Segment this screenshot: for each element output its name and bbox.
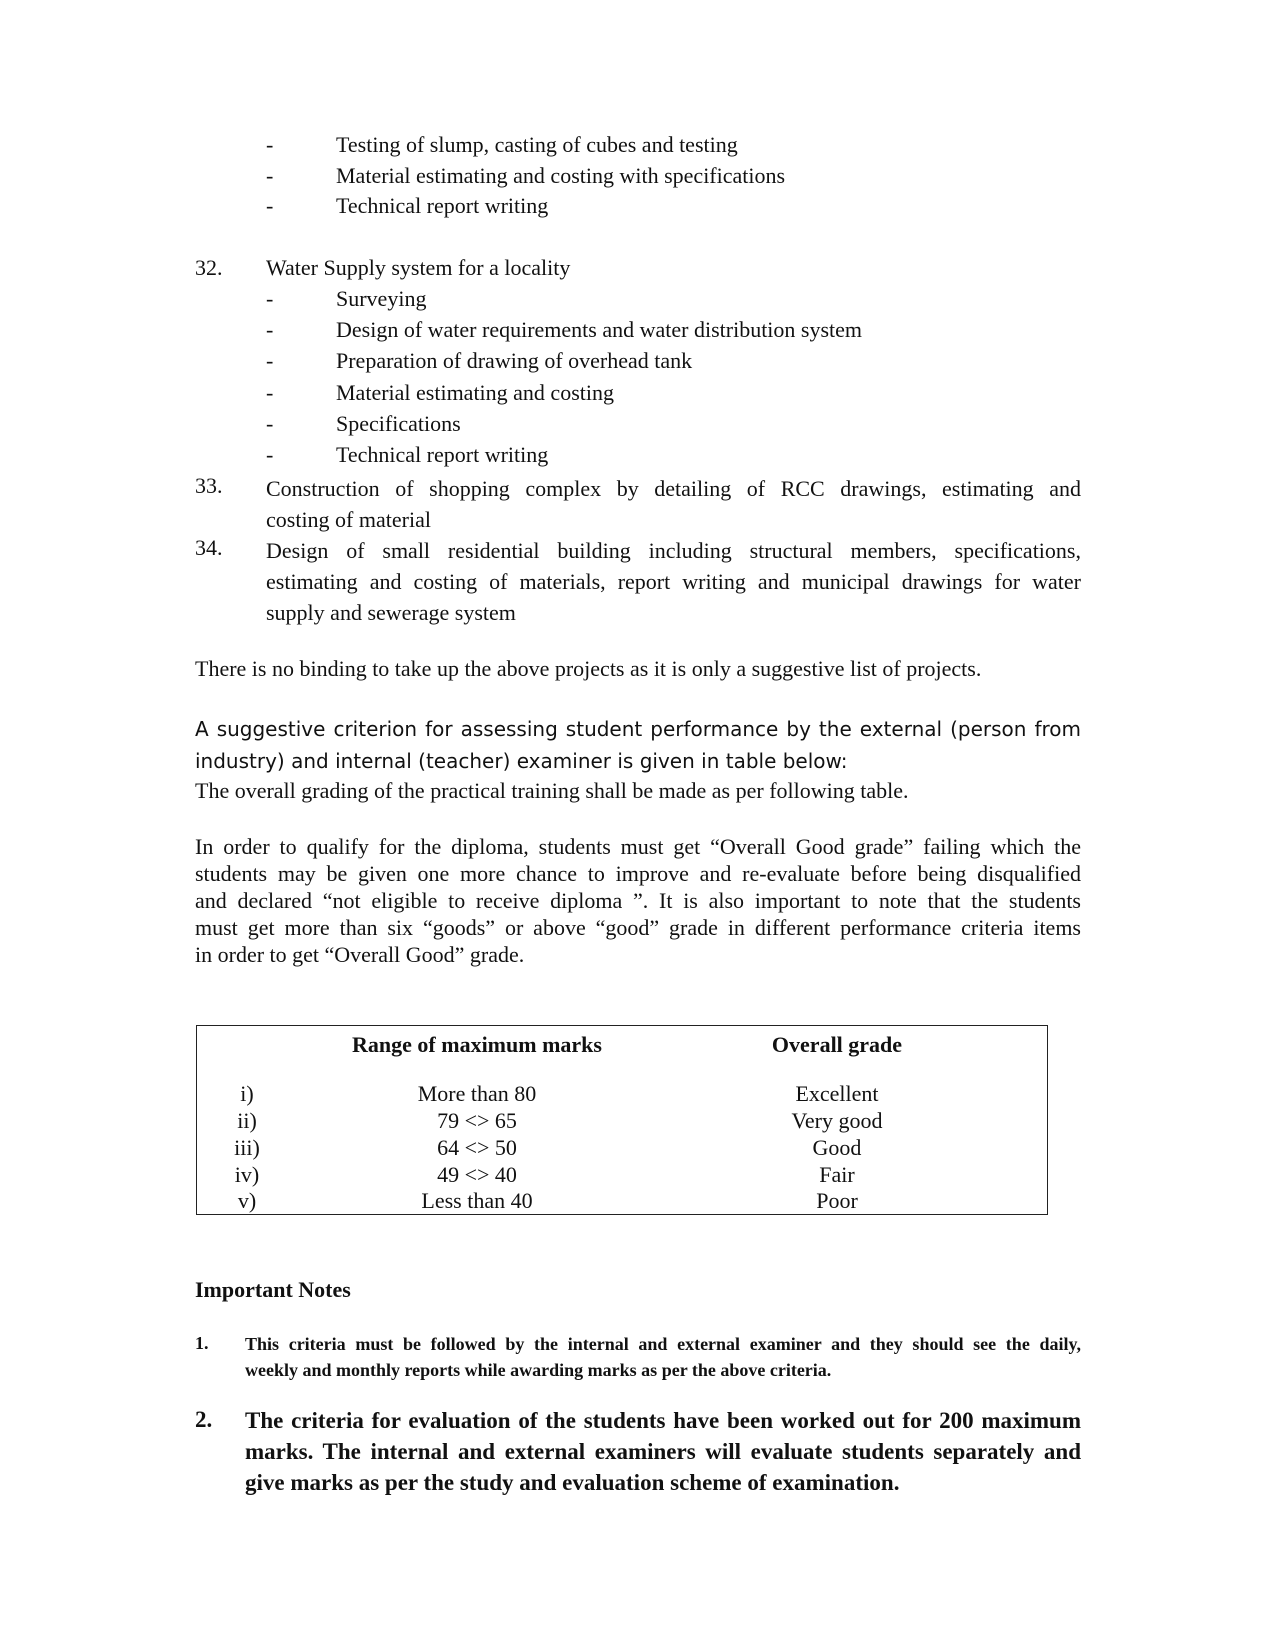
note-2-text: The criteria for evaluation of the students have been worked out for 200 maximum marks. The internal and external examiners will evaluate students separately and give marks as per the study and evaluation scheme of examination. — [245, 1408, 1081, 1495]
overall-grading-text: The overall grading of the practical training shall be made as per following table. — [195, 778, 909, 803]
bullet-dash: - — [266, 380, 274, 405]
row-grade: Excellent — [795, 1081, 879, 1106]
row-grade: Very good — [791, 1108, 883, 1133]
row-range: 49 <> 40 — [437, 1162, 517, 1187]
list-item: Surveying — [336, 286, 427, 311]
row-number: iv) — [234, 1162, 260, 1187]
row-number: iii) — [234, 1135, 260, 1160]
note-1-text: This criteria must be followed by the internal and external examiner and they should see the daily, weekly and monthly reports while awarding marks as per the above criteria. — [245, 1334, 1081, 1380]
row-range: 79 <> 65 — [437, 1108, 517, 1133]
row-grade: Fair — [819, 1162, 855, 1187]
item-title: Water Supply system for a locality — [266, 255, 571, 280]
list-item: Specifications — [336, 411, 461, 436]
row-range: 64 <> 50 — [437, 1135, 517, 1160]
list-item: Testing of slump, casting of cubes and testing — [336, 132, 738, 157]
bullet-dash: - — [266, 193, 274, 218]
row-number: v) — [237, 1188, 257, 1213]
bullet-dash: - — [266, 442, 274, 467]
criterion-paragraph: A suggestive criterion for assessing student performance by the external (person from industry) and internal (teacher) examiner is given in table below: — [195, 717, 1081, 773]
bullet-dash: - — [266, 132, 274, 157]
bullet-dash: - — [266, 317, 274, 342]
item-number: 34. — [195, 535, 223, 560]
bullet-dash: - — [266, 163, 274, 188]
row-range: More than 80 — [417, 1081, 537, 1106]
list-item: Preparation of drawing of overhead tank — [336, 348, 693, 373]
bullet-dash: - — [266, 348, 274, 373]
row-grade: Poor — [816, 1188, 858, 1213]
item-text: Design of small residential building including structural members, specifications, estimating and costing of materials, report writing and municipal drawings for water supply and sewerage system — [266, 538, 1081, 625]
header-range: Range of maximum marks — [352, 1032, 602, 1057]
item-number: 33. — [195, 473, 223, 498]
header-grade: Overall grade — [771, 1032, 903, 1057]
important-notes-heading: Important Notes — [195, 1277, 351, 1302]
list-item: Material estimating and costing with specifications — [336, 163, 786, 188]
item-text: Construction of shopping complex by detailing of RCC drawings, estimating and costing of material — [266, 476, 1081, 532]
list-item: Material estimating and costing — [336, 380, 614, 405]
list-item: Technical report writing — [336, 442, 549, 467]
note-number: 1. — [195, 1333, 209, 1353]
binding-note: There is no binding to take up the above projects as it is only a suggestive list of projects. — [195, 656, 982, 681]
row-number: ii) — [237, 1108, 257, 1133]
grade-table — [196, 1025, 1048, 1215]
row-number: i) — [240, 1081, 254, 1106]
row-grade: Good — [812, 1135, 862, 1160]
bullet-dash: - — [266, 286, 274, 311]
note-number: 2. — [195, 1407, 213, 1432]
list-item: Technical report writing — [336, 193, 549, 218]
row-range: Less than 40 — [421, 1188, 533, 1213]
qualify-paragraph: In order to qualify for the diploma, students must get “Overall Good grade” failing which the students may be given one more chance to improve and re-evaluate before being disqualified and declared “not eligible to receive diploma ”. It is also important to note that the students must get more than six “goods” or above “good” grade in different performance criteria items in order to get “Overall Good” grade. — [195, 834, 1081, 967]
bullet-dash: - — [266, 411, 274, 436]
item-number: 32. — [195, 255, 223, 280]
list-item: Design of water requirements and water distribution system — [336, 317, 863, 342]
